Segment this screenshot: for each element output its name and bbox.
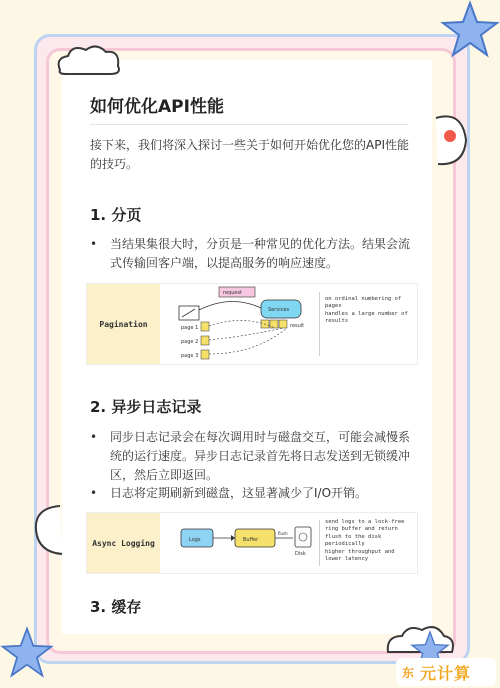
cloud-doodle-icon [30, 500, 70, 560]
list-item-text: 同步日志记录会在每次调用时与磁盘交互，可能会减慢系统的运行速度。异步日志记录首先将日志发送到无锁缓冲区，然后立即返回。 [110, 430, 411, 482]
list-item: • 日志将定期刷新到磁盘，这显著减少了I/O开销。 [90, 484, 410, 503]
note-item: higher throughput and lower latency [325, 549, 395, 562]
list-item-text: 日志将定期刷新到磁盘，这显著减少了I/O开销。 [110, 486, 368, 500]
intro-paragraph: 接下来，我们将深入探讨一些关于如何开始优化您的API性能的技巧。 [90, 138, 409, 171]
page-label: page 3 [181, 353, 199, 359]
watermark-mark: 东 [402, 665, 415, 680]
disk-label: Disk [295, 551, 306, 557]
list-item-text: 当结果集很大时，分页是一种常见的优化方法。结果会流式传输回客户端，以提高服务的响应速度。 [110, 237, 411, 270]
async-logging-diagram-card [86, 512, 418, 574]
card-divider [319, 292, 320, 356]
cloud-doodle-icon [50, 40, 130, 80]
flush-label: flush [278, 531, 288, 536]
page-label: page 1 [181, 325, 199, 331]
watermark-name: 元计算 [420, 663, 472, 683]
list-item: • 当结果集很大时，分页是一种常见的优化方法。结果会流式传输回客户端，以提高服务的响应速度。 [90, 235, 410, 273]
pagination-diagram-card [86, 283, 418, 365]
request-label: request [223, 290, 243, 296]
section-heading-pagination: 1. 分页 [90, 206, 142, 224]
pagination-notes [325, 296, 413, 326]
page-label: page 2 [181, 339, 199, 345]
buffer-label: Buffer [243, 537, 259, 543]
watermark-badge [396, 658, 496, 686]
card-label: Async Logging [87, 513, 160, 573]
card-divider [319, 520, 320, 566]
section-heading-caching: 3. 缓存 [90, 598, 142, 616]
pagination-diagram [175, 284, 319, 364]
async-logging-diagram [175, 513, 319, 573]
list-item: • 同步日志记录会在每次调用时与磁盘交互，可能会减慢系统的运行速度。异步日志记录首先将日志发送到无锁缓冲区，然后立即返回。 [90, 428, 410, 485]
bear-doodle-icon [432, 110, 472, 170]
logs-label: Logs [189, 537, 201, 543]
note-item: send logs to a lock-free ring buffer and return [325, 519, 405, 532]
note-item: handles a large number of results [325, 311, 408, 324]
async-logging-notes [325, 519, 413, 564]
title-divider [90, 124, 408, 125]
note-item: on ordinal numbering of pages [325, 296, 402, 309]
star-icon [0, 626, 54, 680]
note-item: flush to the disk periodically [325, 534, 382, 547]
result-label: result [290, 323, 305, 329]
star-icon [440, 0, 500, 60]
card-label: Pagination [87, 284, 160, 364]
section-heading-async-logging: 2. 异步日志记录 [90, 398, 202, 416]
page-title: 如何优化API性能 [90, 97, 224, 117]
services-label: Services [268, 307, 290, 313]
